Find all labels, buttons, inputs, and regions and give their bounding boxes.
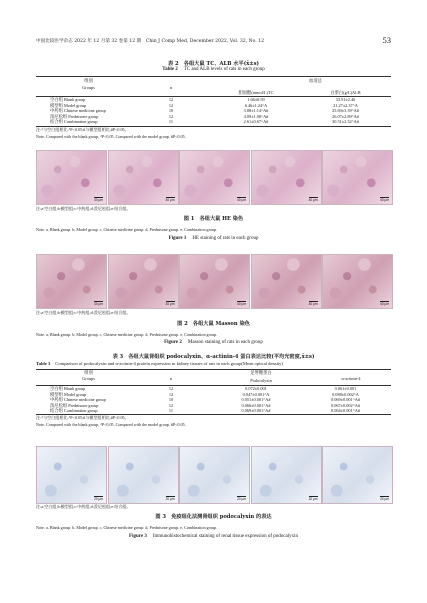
table3-title-cn: 表 3 各组大鼠肾组织 podocalyxin、α-actinin-4 蛋白表达比较(平均光密度,x̄±s) — [112, 354, 315, 360]
table2-cell-n: 12 — [168, 113, 174, 119]
figure2-legend-en: Note. a, Blank group. b, Model group. c, Chinese medicine group. d, Prednisone group. e, Combination group. — [36, 332, 218, 337]
table2-cell-alb: 33.91±2.46 — [335, 97, 356, 102]
table2-title-cn: 表 2 各组大鼠 TC、ALB 水平(x̄±s) — [167, 61, 260, 67]
table3-cell-podo: 0.072±0.001 — [245, 386, 267, 391]
table3-cell-group: 结合组 Combination group — [50, 408, 98, 414]
table2-cell-n: 12 — [168, 102, 174, 108]
scale-bar-label: 40 μm — [94, 198, 103, 202]
table3-cell-group: 中药组 Chinese medicine group — [50, 397, 106, 403]
scale-bar-label: 40 μm — [308, 302, 318, 306]
figure1-title-en — [36, 236, 391, 241]
scale-bar-label: 40 μm — [308, 198, 318, 202]
page-number: 53 — [382, 35, 391, 45]
table3-col-n: n — [169, 376, 173, 381]
table2-cell-n: 11 — [168, 119, 174, 125]
table2-col-group-cn: 组别 — [84, 78, 93, 83]
figure2-panel-b — [108, 254, 179, 309]
figure3-panel-b — [108, 446, 179, 504]
table3-cell-n: 12 — [168, 391, 174, 397]
table2-title-text: TC and ALB levels of rats in each group — [183, 67, 265, 72]
table3-cell-podo: 0.051±0.001^A# — [241, 397, 271, 403]
figure2-panel-c — [179, 254, 250, 309]
scale-bar-label: 40 μm — [165, 198, 175, 202]
table3-cell-group: 空白组 Blank group — [50, 386, 86, 391]
table2-title-en — [36, 67, 391, 72]
figure2-title-cn: 图 2 各组大鼠 Masson 染色 — [177, 321, 250, 327]
table3-label: Table 3 — [36, 361, 51, 366]
table2-cell-group: 结合组 Combination group — [50, 119, 98, 125]
figure1-panel-b — [108, 150, 179, 205]
figure2-panel-a — [36, 254, 107, 309]
scale-bar-label: 40 μm — [237, 198, 246, 202]
table2-cell-alb: 26.07±2.89^A# — [332, 113, 359, 119]
figure3-panel-e — [322, 446, 393, 504]
table2-label: Table 2 — [162, 67, 178, 72]
table2-cell-n: 10 — [168, 108, 174, 114]
figure3-legend-en: Note. a, Blank group. b, Model group. c, Chinese medicine group. d, Prednisone group. e, Combination group. — [36, 525, 218, 530]
figure1-panel-c — [179, 150, 250, 205]
figure2-label: Figure 2 — [164, 340, 182, 345]
figure3-title-text: Immunohistochemical staining of renal tissue expression of podocalyxin — [152, 534, 298, 539]
running-header: 中国比较医学杂志 2022 年 12 月第 32 卷第 12 期 Chin J Comp Med, December 2022, Vol. 32, No. 12 — [36, 39, 265, 44]
figure1-panel-e — [322, 150, 393, 205]
figure3-panel-a — [36, 446, 107, 504]
scale-bar-label: 20 μm — [237, 497, 246, 501]
table3-cell-n: 12 — [168, 402, 174, 408]
figure1-panel-d — [251, 150, 322, 205]
figure3-title-en — [36, 534, 391, 539]
figure1-label: Figure 1 — [168, 236, 187, 241]
table3-cell-actinin: 0.067±0.002^A# — [331, 402, 360, 408]
figure2-legend-cn: 注:a:空白组;b:模型组;c:中药组;d:泼尼松组;e:结合组。 — [36, 310, 131, 315]
table2-cell-group: 中药组 Chinese medicine group — [50, 108, 106, 114]
table3-cell-n: 12 — [168, 386, 174, 391]
scale-bar-label: 20 μm — [94, 497, 103, 501]
table2-col-alb: 白蛋白(g/L)ALB — [330, 90, 361, 95]
table3-cell-actinin: 0.088±0.002^A — [332, 391, 359, 397]
table2-col-group-en: Groups — [82, 85, 95, 90]
table3-note-cn: 注:ᴬ与空白组相比,ᴬP<0.05;#与模型组相比,#P<0.05。 — [36, 415, 129, 420]
figure2-panel-e — [322, 254, 393, 309]
table2-top-rule — [36, 76, 391, 77]
table3-cell-actinin: 0.069±0.001^A# — [331, 397, 360, 403]
scale-bar-label: 20 μm — [308, 497, 318, 501]
table3-title-en — [36, 361, 391, 367]
figure1-panel-a — [36, 150, 107, 205]
scale-bar-label: 20 μm — [380, 497, 389, 501]
table3-note-en: Note. Compared with the blank group, ᴬP<0.05. Compared with the model group, #P<0.05. — [36, 422, 186, 427]
scale-bar-label: 40 μm — [165, 302, 175, 306]
table3-cell-n: 10 — [168, 397, 174, 403]
scale-bar-label: 40 μm — [380, 302, 389, 306]
table2-cell-tc: 2.61±0.67^A# — [243, 119, 269, 125]
table2-cell-tc: 6.46±1.24^A — [244, 102, 268, 108]
table3-cell-n: 11 — [168, 408, 174, 414]
table2-col-n: n — [169, 85, 173, 90]
table3-cell-podo: 0.069±0.001^A# — [241, 408, 271, 414]
table2-cell-group: 泼尼松组 Prednisone group — [50, 113, 99, 119]
table2-cell-n: 12 — [168, 97, 174, 102]
figure1-legend-en: Note. a, Blank group. b, Model group. c, Chinese medicine group. d, Prednisone group. e, Combination group. — [36, 227, 218, 232]
scale-bar-label: 40 μm — [237, 302, 246, 306]
figure3-title-cn: 图 3 免疫组化法测肾组织 podocalyxin 的表达 — [155, 514, 272, 520]
table2-cell-group: 空白组 Blank group — [50, 97, 86, 102]
table2-cell-alb: 25.69±3.39^A# — [332, 108, 359, 114]
table2-note-en: Note. Compared with the blank group, ᴬP<0.05. Compared with the model group, #P<0.05. — [36, 134, 186, 139]
figure3-label: Figure 3 — [129, 534, 147, 539]
table3-cell-actinin: 0.061±0.001 — [334, 386, 357, 391]
table2-cell-tc: 1.66±0.59 — [247, 97, 265, 102]
table3-cell-actinin: 0.064±0.001^A# — [331, 408, 360, 414]
figure2-title-text: Masson staining of rats in each group — [187, 340, 263, 345]
figure3-legend-cn: 注:a:空白组;b:模型组;c:中药组;d:泼尼松组;e:结合组。 — [36, 504, 131, 509]
table3-cell-podo: 0.047±0.001^A — [242, 391, 270, 397]
table2-cell-alb: 21.27±2.37^A — [333, 102, 358, 108]
table3-cell-podo: 0.066±0.001^A# — [241, 402, 271, 408]
figure3-panel-c — [179, 446, 250, 504]
table3-col-podo: Podocalyxin — [250, 378, 272, 383]
figure3-panel-d — [251, 446, 322, 504]
table2-col-tc: 胆固醇(mmol/L)TC — [238, 90, 274, 95]
scale-bar-label: 20 μm — [165, 497, 175, 501]
table3-cell-group: 泼尼松组 Prednisone group — [50, 402, 99, 408]
figure2-title-en — [36, 340, 391, 345]
figure1-title-text: HE staining of rats in each group — [192, 236, 259, 241]
table2-note-cn: 注:ᴬ与空白组相比,ᴬP<0.05;#与模型组相比,#P<0.05。 — [36, 127, 129, 132]
scale-bar-label: 40 μm — [380, 198, 389, 202]
table2-cell-tc: 4.09±1.08^A# — [243, 113, 269, 119]
table2-col-span: 血清总 — [309, 78, 322, 83]
table2-cell-group: 模型组 Model group — [50, 102, 87, 108]
table2-cell-alb: 30.51±2.32^A# — [332, 119, 359, 125]
table3-col-group-cn: 组别 — [84, 370, 93, 375]
scale-bar-label: 40 μm — [94, 302, 103, 306]
table3-col-actinin: α-actinin-4 — [341, 376, 361, 381]
figure1-legend-cn: 注:a:空白组;b:模型组;c:中药组;d:泼尼松组;e:结合组。 — [36, 206, 131, 211]
table3-col-span: 足萼糖蛋白 — [250, 370, 272, 375]
table3-cell-group: 模型组 Model group — [50, 391, 87, 397]
table2-cell-tc: 3.88±1.14^A# — [243, 108, 269, 114]
table3-col-group-en: Groups — [82, 376, 95, 381]
table3-title-text: Comparison of podocalyxin and α-actinin-4 protein expression in kidney tissues of rats in each group(Mean optical density) — [55, 361, 283, 366]
figure1-title-cn: 图 1 各组大鼠 HE 染色 — [183, 216, 244, 222]
figure2-panel-d — [251, 254, 322, 309]
